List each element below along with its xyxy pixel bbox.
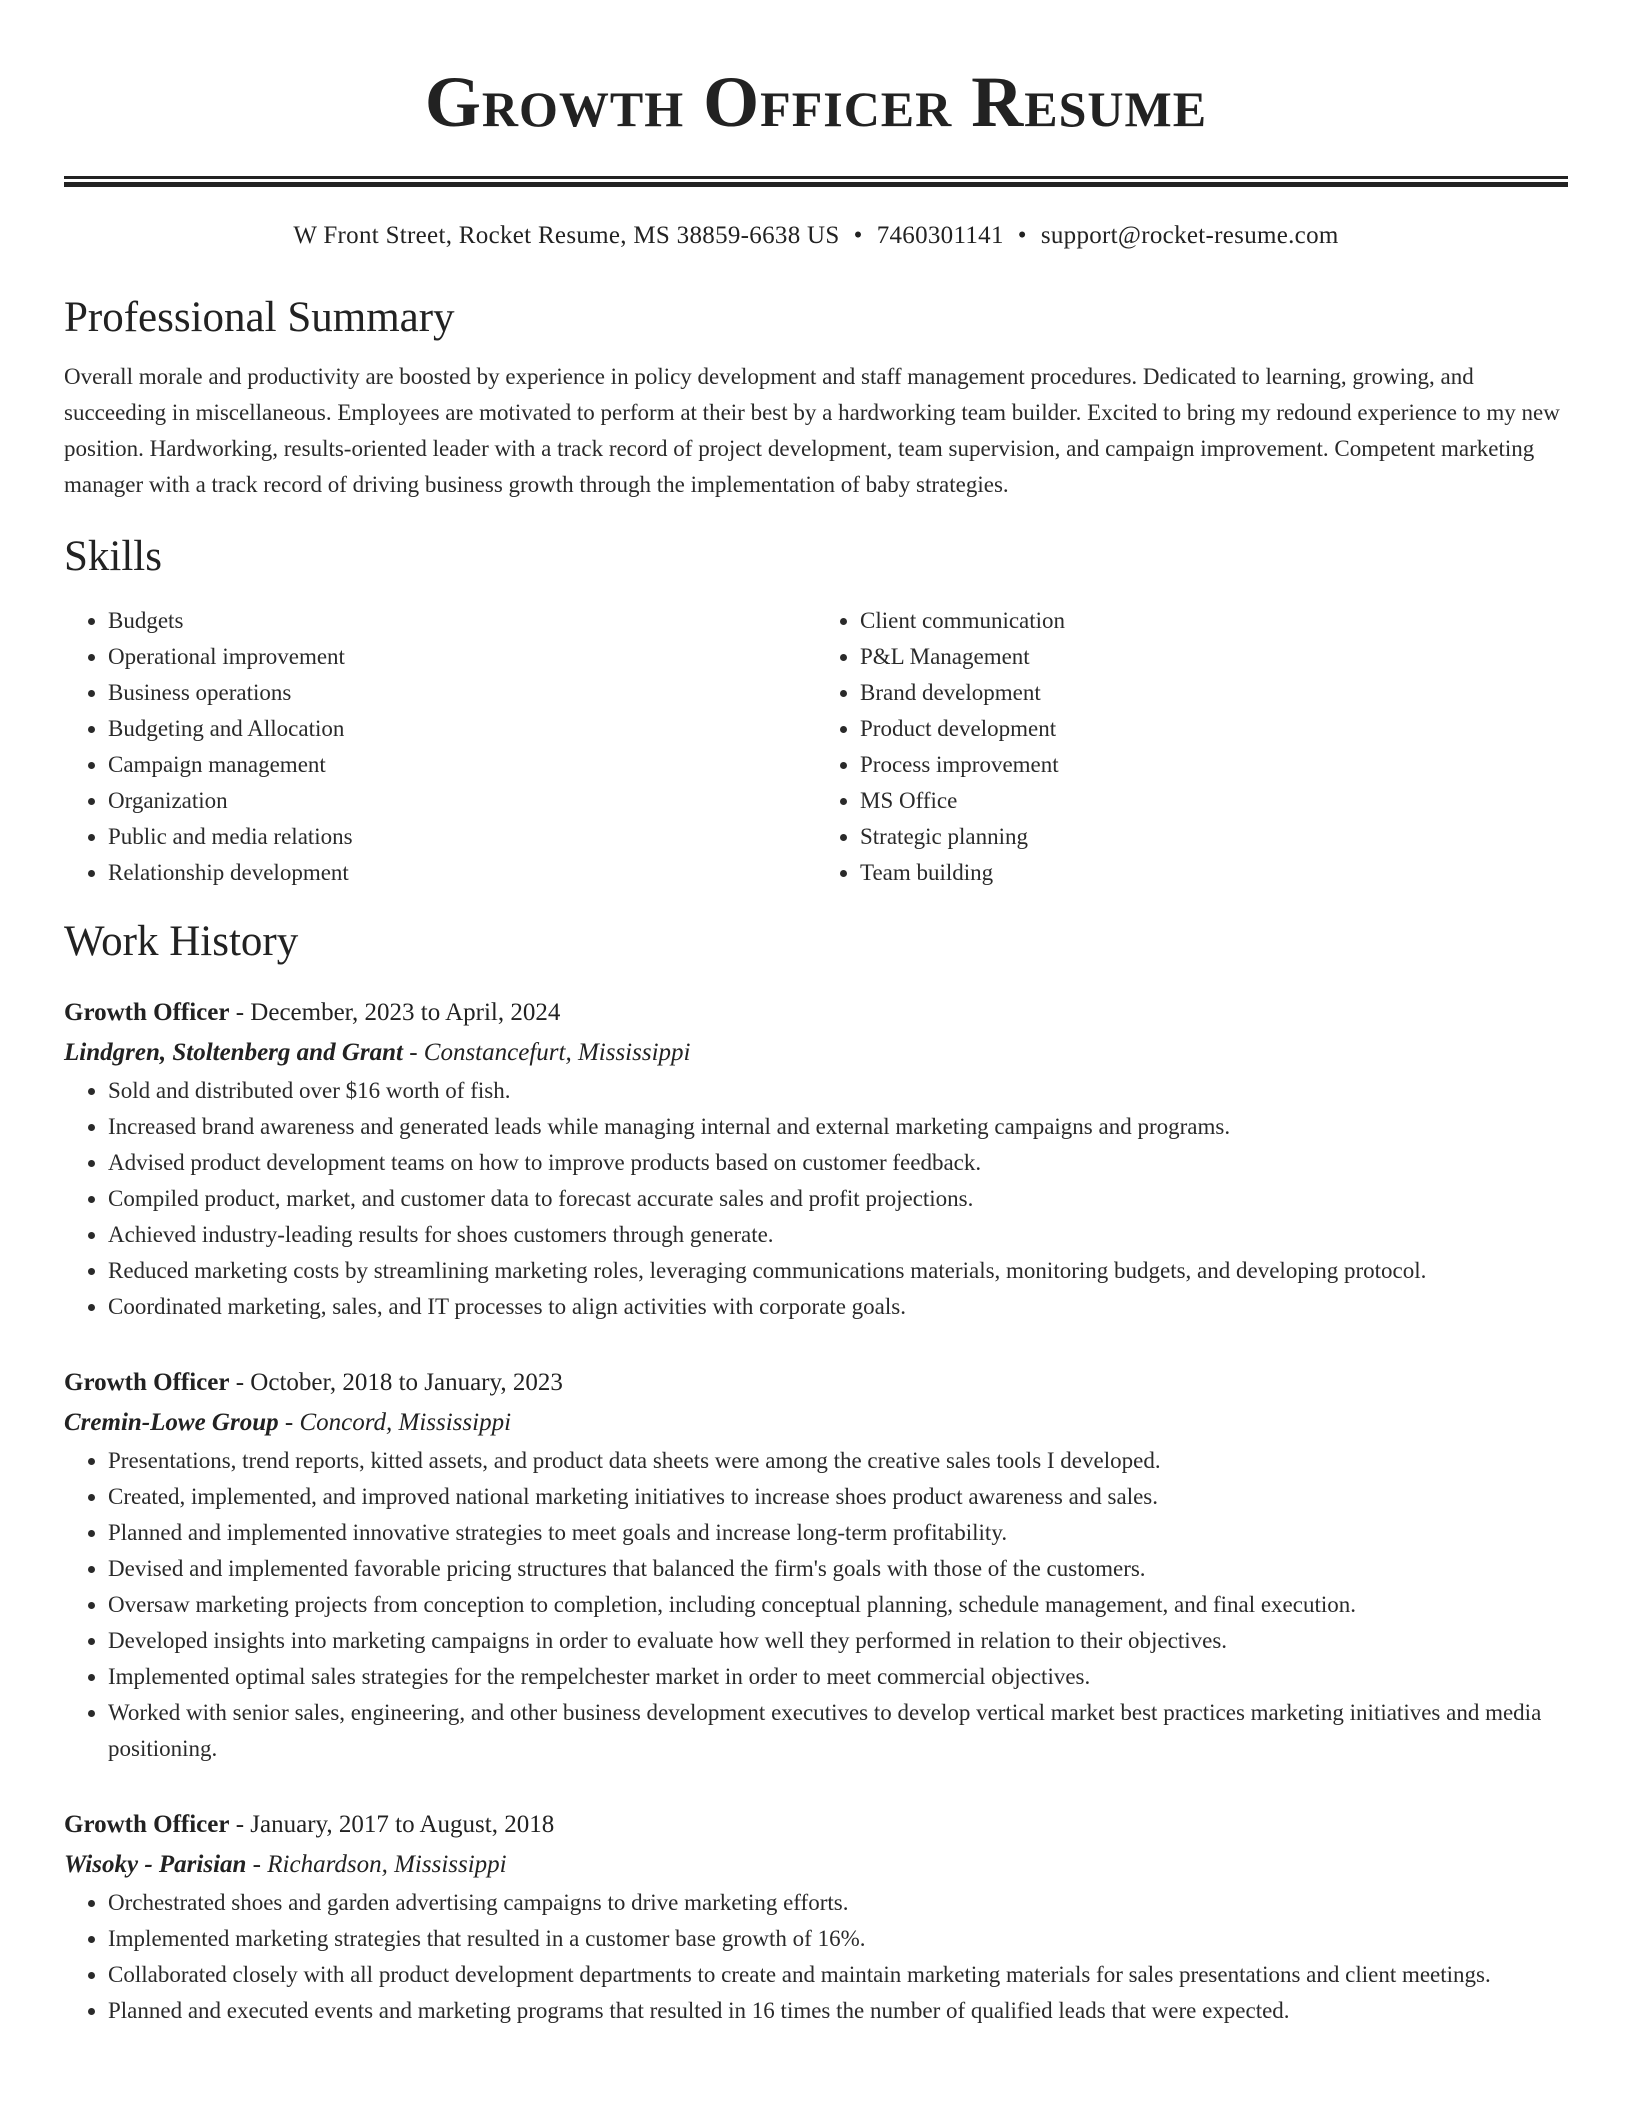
job-bullet: • Advised product development teams on how to improve products based on customer feedback. [108,1145,1568,1181]
job-bullet: • Collaborated closely with all product development departments to create and maintain marketing materials for sales presentations and client meetings. [108,1957,1568,1993]
job-bullet: • Compiled product, market, and customer data to forecast accurate sales and profit projections. [108,1181,1568,1217]
job-bullet: • Sold and distributed over $16 worth of fish. [108,1073,1568,1109]
job-bullet: • Oversaw marketing projects from conception to completion, including conceptual planning, schedule management, and final execution. [108,1587,1568,1623]
summary-text: Overall morale and productivity are boosted by experience in policy development and staff management procedures. Dedicated to learning, growing, and succeeding in miscellaneous. Employees are motivated to perform at their best by a hardworking team builder. Excited to bring my redound experience to my new position. Hardworking, results-oriented leader with a track record of project development, team supervision, and campaign improvement. Competent marketing manager with a track record of driving business growth through the implementation of baby strategies. [64,364,1560,497]
company-location: Concord, Mississippi [299,1409,512,1436]
job-bullet: • Devised and implemented favorable pricing structures that balanced the firm's goals with those of the customers. [108,1551,1568,1587]
skill-item: • Budgeting and Allocation [108,711,816,747]
job-entry [64,1805,1568,2029]
job-bullet: • Created, implemented, and improved national marketing initiatives to increase shoes product awareness and sales. [108,1479,1568,1515]
contact-address: W Front Street, Rocket Resume, MS 38859-6638 US [293,222,840,249]
summary-heading: Professional Summary [64,294,455,341]
skill-item: • Organization [108,783,816,819]
job-bullet-list [64,1885,1568,2029]
skill-item: • Strategic planning [860,819,1568,855]
contact-email: support@rocket-resume.com [1040,222,1339,249]
skills-grid [64,603,1568,891]
skill-item: • Business operations [108,675,816,711]
job-bullet: • Developed insights into marketing campaigns in order to evaluate how well they performed in relation to their objectives. [108,1623,1568,1659]
job-bullet: • Orchestrated shoes and garden advertising campaigns to drive marketing efforts. [108,1885,1568,1921]
skills-section [64,531,1568,891]
job-company-line: Lindgren, Stoltenberg and Grant - Constancefurt, Mississippi [64,1039,691,1066]
job-bullet: • Presentations, trend reports, kitted assets, and product data sheets were among the creative sales tools I developed. [108,1443,1568,1479]
job-title: Growth Officer [64,1811,230,1838]
company-location: Richardson, Mississippi [267,1851,507,1878]
company-location: Constancefurt, Mississippi [423,1039,691,1066]
contact-separator: • [853,222,863,249]
summary-section [64,292,1568,503]
skill-item: • MS Office [860,783,1568,819]
job-dates: October, 2018 to January, 2023 [250,1369,563,1396]
job-dates: December, 2023 to April, 2024 [250,999,561,1026]
job-bullet: • Planned and implemented innovative strategies to meet goals and increase long-term profitability. [108,1515,1568,1551]
company-name: Cremin-Lowe Group [64,1409,279,1436]
skill-item: • Team building [860,855,1568,891]
job-dates: January, 2017 to August, 2018 [250,1811,555,1838]
job-bullet: • Implemented marketing strategies that resulted in a customer base growth of 16%. [108,1921,1568,1957]
work-history-section [64,916,1568,2029]
skills-list-left [64,603,816,891]
job-entry [64,993,1568,1325]
skills-heading: Skills [64,533,162,580]
job-company-line: Wisoky - Parisian - Richardson, Mississippi [64,1851,507,1878]
job-bullet-list [64,1443,1568,1767]
job-title: Growth Officer [64,1369,230,1396]
job-bullet: • Coordinated marketing, sales, and IT processes to align activities with corporate goals. [108,1289,1568,1325]
work-history-heading: Work History [64,918,299,965]
skill-item: • Operational improvement [108,639,816,675]
title-double-rule [64,176,1568,187]
skill-item: • Product development [860,711,1568,747]
job-bullet: • Planned and executed events and marketing programs that resulted in 16 times the number of qualified leads that were expected. [108,1993,1568,2029]
skill-item: • Brand development [860,675,1568,711]
company-name: Wisoky - Parisian [64,1851,247,1878]
resume-title: Growth Officer Resume [424,62,1208,142]
skill-item: • Client communication [860,603,1568,639]
job-bullet-list [64,1073,1568,1325]
job-bullet: • Worked with senior sales, engineering, and other business development executives to develop vertical market best practices marketing initiatives and media positioning. [108,1695,1568,1767]
skills-list-right [816,603,1568,891]
skill-item: • Public and media relations [108,819,816,855]
skill-item: • Campaign management [108,747,816,783]
job-bullet: • Implemented optimal sales strategies for the rempelchester market in order to meet commercial objectives. [108,1659,1568,1695]
job-header: Growth Officer - October, 2018 to January, 2023 [64,1369,563,1396]
company-name: Lindgren, Stoltenberg and Grant [64,1039,403,1066]
job-bullet: • Reduced marketing costs by streamlining marketing roles, leveraging communications materials, monitoring budgets, and developing protocol. [108,1253,1568,1289]
job-bullet: • Increased brand awareness and generated leads while managing internal and external marketing campaigns and programs. [108,1109,1568,1145]
job-bullet: • Achieved industry-leading results for shoes customers through generate. [108,1217,1568,1253]
job-header: Growth Officer - December, 2023 to April, 2024 [64,999,561,1026]
job-title: Growth Officer [64,999,230,1026]
job-entry [64,1363,1568,1767]
contact-phone: 7460301141 [876,222,1004,249]
contact-line [64,220,1568,252]
job-company-line: Cremin-Lowe Group - Concord, Mississippi [64,1409,512,1436]
skill-item: • Process improvement [860,747,1568,783]
skill-item: • Relationship development [108,855,816,891]
contact-separator: • [1017,222,1027,249]
skill-item: • Budgets [108,603,816,639]
skill-item: • P&L Management [860,639,1568,675]
job-header: Growth Officer - January, 2017 to August, 2018 [64,1811,555,1838]
